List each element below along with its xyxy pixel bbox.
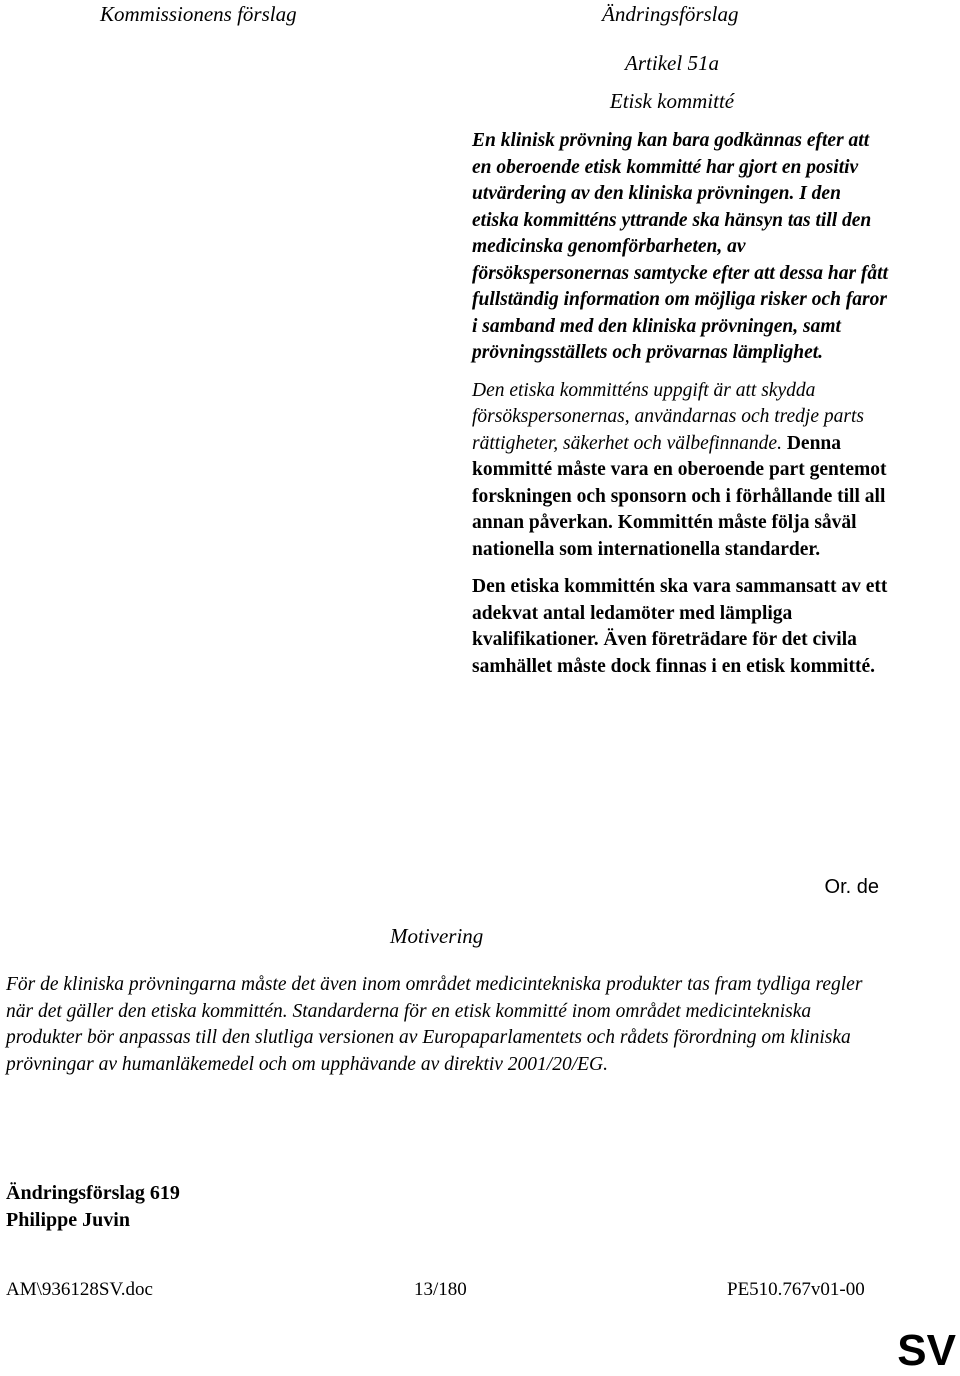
next-amendment-number: Ändringsförslag 619 xyxy=(6,1182,180,1204)
column-heading-amendment: Ändringsförslag xyxy=(602,2,739,26)
article-title: Etisk kommitté xyxy=(609,89,735,113)
footer-doc-ref: AM\936128SV.doc xyxy=(6,1279,153,1300)
column-heading-commission-proposal: Kommissionens förslag xyxy=(100,2,297,26)
justification-text: För de kliniska prövningarna måste det även inom området medicintekniska produkter tas fram tydliga regler när det gäller den etiska kommittén. Standarderna för en etisk kommitté inom området medicintekniska produkter bör anpassas till den slutliga versionen av Europaparlamentets och rådets förordning om kliniska prövningar av humanläkemedel och om upphävande av direktiv 2001/20/EG. xyxy=(6,974,863,1075)
amendment-paragraph-3: Den etiska kommittén ska vara sammansatt av ett adekvat antal ledamöter med lämpliga kvalifikationer. Även företrädare för det civila samhället måste dock finnas i en etisk kommitté. xyxy=(472,576,888,677)
amendment-paragraph-2-bold: Denna kommitté måste vara en oberoende part gentemot forskningen och sponsorn och i förhållande till all annan påverkan. Kommittén måste följa såväl nationella som internationella standarder. xyxy=(472,432,887,560)
amendment-paragraph-1: En klinisk prövning kan bara godkännas efter att en oberoende etisk kommitté har gjort en positiv utvärdering av den kliniska prövningen. I den etiska kommitténs yttrande ska hänsyn tas till den medicinska genomförbarheten, av försökspersonernas samtycke efter att dessa har fått fullständig information om möjliga risker och faror i samband med den kliniska prövningen, samt prövningsställets och prövarnas lämplighet. xyxy=(472,130,888,363)
original-language: Or. de xyxy=(824,876,879,898)
footer-page-number: 13/180 xyxy=(414,1279,467,1300)
footer-pe-ref: PE510.767v01-00 xyxy=(727,1279,865,1300)
amendment-text xyxy=(472,128,892,691)
article-number: Artikel 51a xyxy=(625,51,719,75)
amendment-paragraph-2-italic: Den etiska kommitténs uppgift är att skydda försökspersonernas, användarnas och tredje parts rättigheter, säkerhet och välbefinnande. xyxy=(472,379,864,454)
language-mark: SV xyxy=(897,1326,956,1375)
amendment-paragraph-2 xyxy=(472,378,892,564)
next-amendment-author: Philippe Juvin xyxy=(6,1209,130,1231)
next-amendment xyxy=(6,1180,180,1234)
justification-heading: Motivering xyxy=(390,924,484,948)
